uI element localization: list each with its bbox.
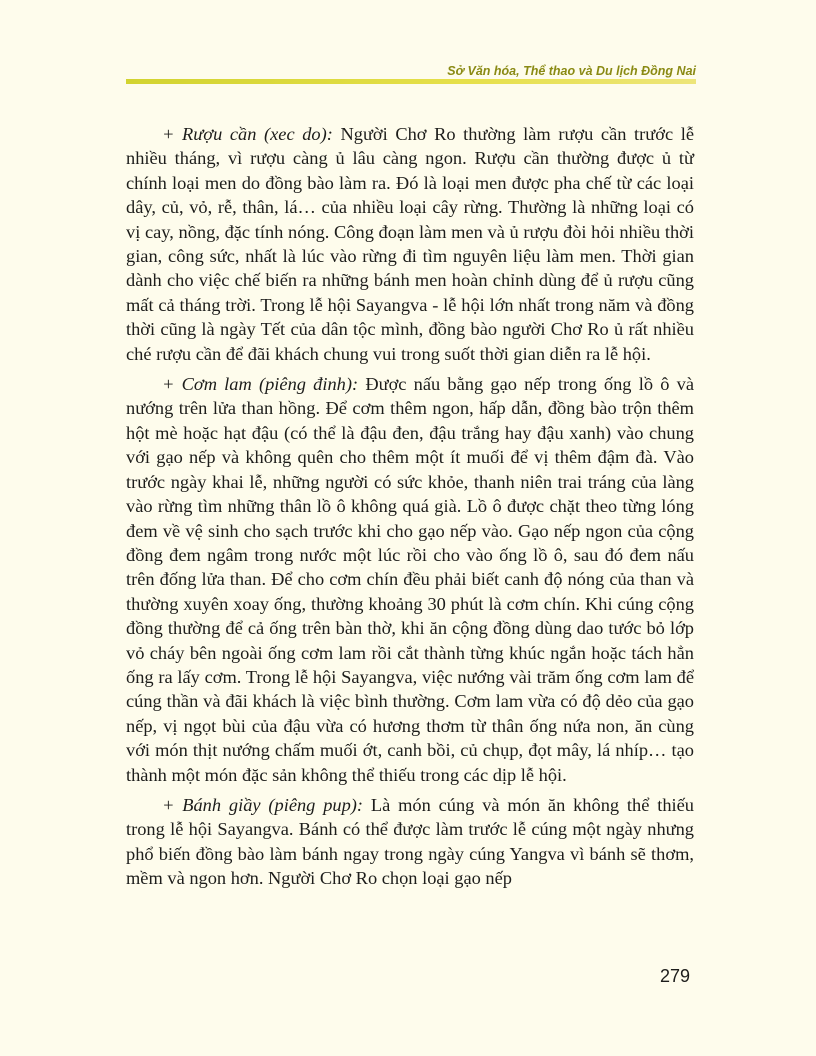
page-number: 279: [659, 966, 690, 986]
term-label: + Cơm lam (piêng đinh):: [162, 374, 359, 395]
paragraph-text: Người Chơ Ro thường làm rượu cần trước lễ nhiều tháng, vì rượu càng ủ lâu càng ngon. Rượu cần thường được ủ từ chính loại men do đồng bào làm ra. Đó là loại men được pha chế từ các loại dây, củ, vỏ, rễ, thân, lá… của nhiều loại cây rừng. Thường là những loại có vị cay, nồng, đặc tính nóng. Công đoạn làm men và ủ rượu đòi hỏi nhiều thời gian, công sức, nhất là lúc vào rừng đi tìm nguyên liệu làm men. Thời gian dành cho việc chế biến ra những bánh men hoàn chỉnh dùng để ủ rượu cũng mất cả tháng trời. Trong lễ hội Sayangva - lễ hội lớn nhất trong năm và đồng thời cũng là ngày Tết của dân tộc mình, đồng bào người Chơ Ro ủ rất nhiều ché rượu cần để đãi khách chung vui trong suốt thời gian diễn ra lễ hội.: [126, 124, 694, 364]
paragraph-text: Được nấu bằng gạo nếp trong ống lồ ô và nướng trên lửa than hồng. Để cơm thêm ngon, hấp dẫn, đồng bào trộn thêm hột mè hoặc hạt đậu (có thể là đậu đen, đậu trắng hay đậu xanh) vào chung với gạo nếp và không quên cho thêm một ít muối để vị thêm đậm đà. Vào trước ngày khai lễ, những người có sức khỏe, thanh niên trai tráng của làng vào rừng tìm những thân lồ ô không quá già. Lồ ô được chặt theo từng lóng đem về vệ sinh cho sạch trước khi cho gạo nếp vào. Gạo nếp ngon của cộng đồng đem ngâm trong nước một lúc rồi cho vào ống lồ ô, sau đó đem nấu trên đống lửa than. Để cho cơm chín đều phải biết canh độ nóng của than và thường xuyên xoay ống, thường khoảng 30 phút là cơm chín. Khi cúng cộng đồng thường để cả ống trên bàn thờ, khi ăn cộng đồng dùng dao tước bỏ lớp vỏ cháy bên ngoài ống cơm lam rồi cắt thành từng khúc ngắn hoặc tách hẳn ống ra lấy cơm. Trong lễ hội Sayangva, việc nướng vài trăm ống cơm lam để cúng thần và đãi khách là việc bình thường. Cơm lam vừa có độ dẻo của gạo nếp, vị ngọt bùi của đậu vừa có hương thơm từ thân ống nứa non, ăn cùng với món thịt nướng chấm muối ớt, canh bồi, củ chụp, đọt mây, lá nhíp… tạo thành một món đặc sản không thể thiếu trong các dịp lễ hội.: [126, 374, 694, 785]
page-header: [0, 0, 816, 100]
term-label: + Rượu cần (xec do):: [162, 124, 333, 144]
term-label: + Bánh giầy (piêng pup):: [162, 794, 364, 815]
paragraph-com-lam: [126, 372, 694, 787]
body-text: [126, 122, 694, 897]
paragraph-banh-giay: [126, 793, 694, 891]
paragraph-text: Là món cúng và món ăn không thể thiếu trong lễ hội Sayangva. Bánh có thể được làm trước lễ cúng một ngày nhưng phổ biến đồng bào làm bánh ngay trong ngày cúng Yangva vì bánh sẽ thơm, mềm và ngon hơn. Người Chơ Ro chọn loại gạo nếp: [126, 794, 694, 889]
header-title: Sở Văn hóa, Thể thao và Du lịch Đồng Nai: [441, 64, 696, 78]
paragraph-ruou-can: [126, 122, 694, 366]
header-rule: [126, 79, 696, 84]
